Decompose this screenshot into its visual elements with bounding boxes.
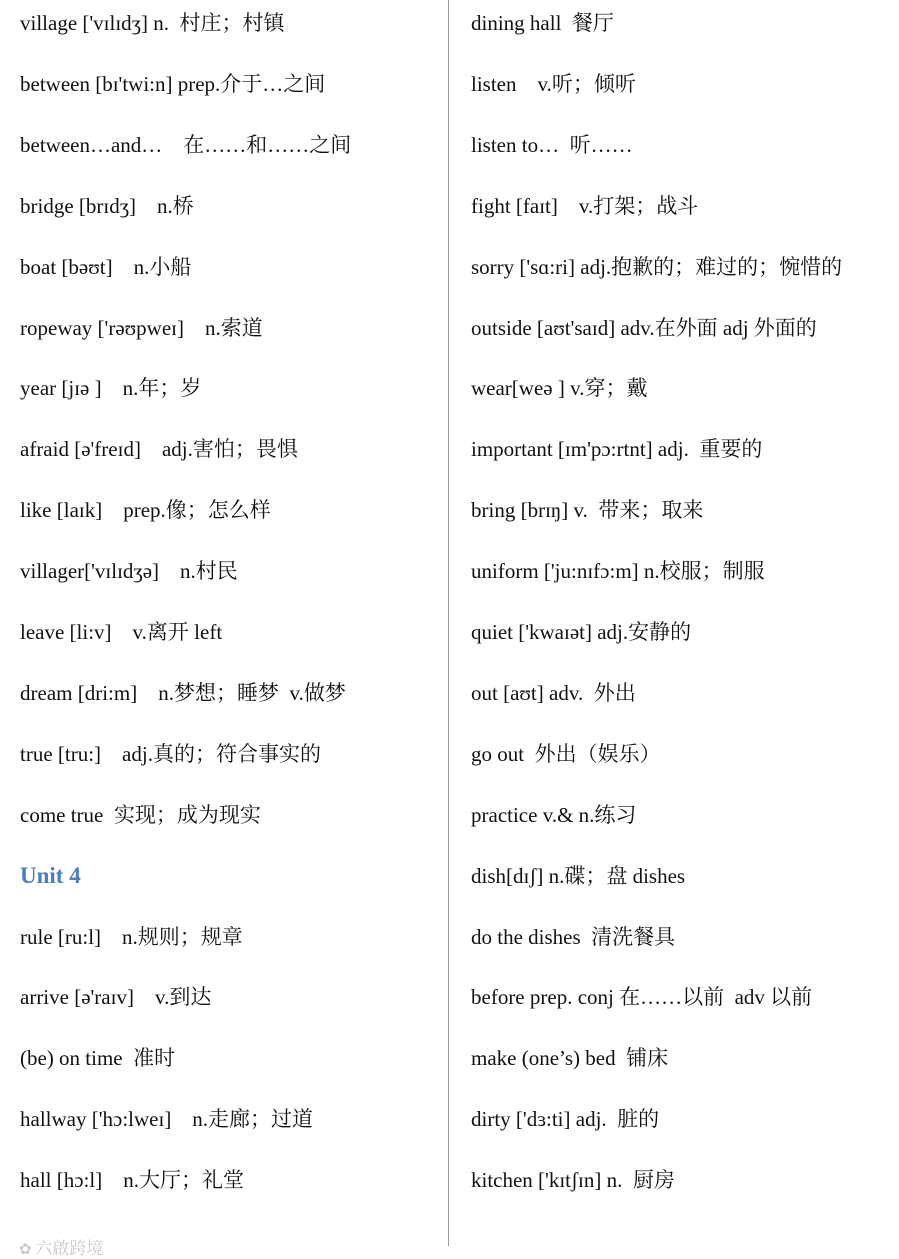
vocab-entry: wear[weə ] v.穿；戴	[471, 376, 648, 401]
vocab-entry: dish[dɪʃ] n.碟；盘 dishes	[471, 863, 686, 888]
vocab-entry: true [tru:] adj.真的；符合事实的	[20, 741, 321, 766]
vocab-entry: bridge [brɪdʒ] n.桥	[20, 193, 194, 218]
vocab-entry: village ['vɪlɪdʒ] n. 村庄；村镇	[20, 11, 285, 35]
vocab-entry: ropeway ['rəʊpweɪ] n.索道	[20, 315, 263, 340]
column-divider	[448, 0, 449, 1246]
watermark	[8, 1214, 103, 1259]
vocab-entry: come true 实现；成为现实	[20, 802, 261, 827]
vocab-entry: year [jɪə ] n.年；岁	[20, 376, 202, 401]
watermark-text: 六啟跨境	[35, 1239, 104, 1259]
vocab-entry: kitchen ['kɪtʃɪn] n. 厨房	[471, 1168, 675, 1193]
vocab-entry: hall [hɔ:l] n.大厅；礼堂	[20, 1168, 244, 1193]
vocab-entry: rule [ru:l] n.规则；规章	[20, 924, 243, 949]
vocab-entry: afraid [ə'freɪd] adj.害怕；畏惧	[20, 437, 298, 462]
vocab-entry: practice v.& n.练习	[471, 802, 637, 827]
vocab-entry: hallway ['hɔ:lweɪ] n.走廊；过道	[20, 1107, 314, 1132]
vocab-entry: boat [bəʊt] n.小船	[20, 254, 192, 279]
vocab-entry: before prep. conj 在……以前 adv 以前	[471, 985, 813, 1010]
vocab-entry: do the dishes 清洗餐具	[471, 924, 676, 949]
vocab-entry: arrive [ə'raɪv] v.到达	[20, 985, 212, 1010]
vocab-entry: uniform ['ju:nɪfɔ:m] n.校服；制服	[471, 559, 765, 584]
vocab-entry: listen to… 听……	[471, 132, 633, 157]
vocab-entry: listen v.听；倾听	[471, 71, 636, 96]
vocab-entry: leave [li:v] v.离开 left	[20, 620, 223, 644]
vocab-entry: like [laɪk] prep.像；怎么样	[20, 498, 271, 523]
vocab-entry: dining hall 餐厅	[471, 11, 614, 35]
vocab-entry: between [bɪ'twi:n] prep.介于…之间	[20, 71, 326, 96]
vocab-entry: between…and… 在……和……之间	[20, 132, 352, 157]
vocab-entry: out [aʊt] adv. 外出	[471, 680, 636, 705]
vocab-entry: quiet ['kwaɪət] adj.安静的	[471, 620, 692, 644]
vocab-entry: villager['vɪlɪdʒə] n.村民	[20, 559, 238, 584]
vocab-entry: bring [brɪŋ] v. 带来；取来	[471, 498, 704, 523]
vocab-entry: dirty ['dɜ:ti] adj. 脏的	[471, 1107, 660, 1132]
unit-heading: Unit 4	[20, 862, 81, 888]
flower-logo-icon: ✿	[18, 1240, 32, 1258]
vocab-entry: dream [dri:m] n.梦想；睡梦 v.做梦	[20, 680, 346, 705]
vocab-entry: fight [faɪt] v.打架；战斗	[471, 193, 699, 218]
vocab-entry: sorry ['sɑ:ri] adj.抱歉的；难过的；惋惜的	[471, 254, 843, 279]
vocab-entry: outside [aʊt'saɪd] adv.在外面 adj 外面的	[471, 315, 817, 340]
vocab-entry: go out 外出（娱乐）	[471, 741, 661, 766]
vocab-entry: (be) on time 准时	[20, 1046, 176, 1071]
vocab-entry: important [ɪm'pɔ:rtnt] adj. 重要的	[471, 437, 763, 462]
vocab-entry: make (one’s) bed 铺床	[471, 1046, 669, 1071]
